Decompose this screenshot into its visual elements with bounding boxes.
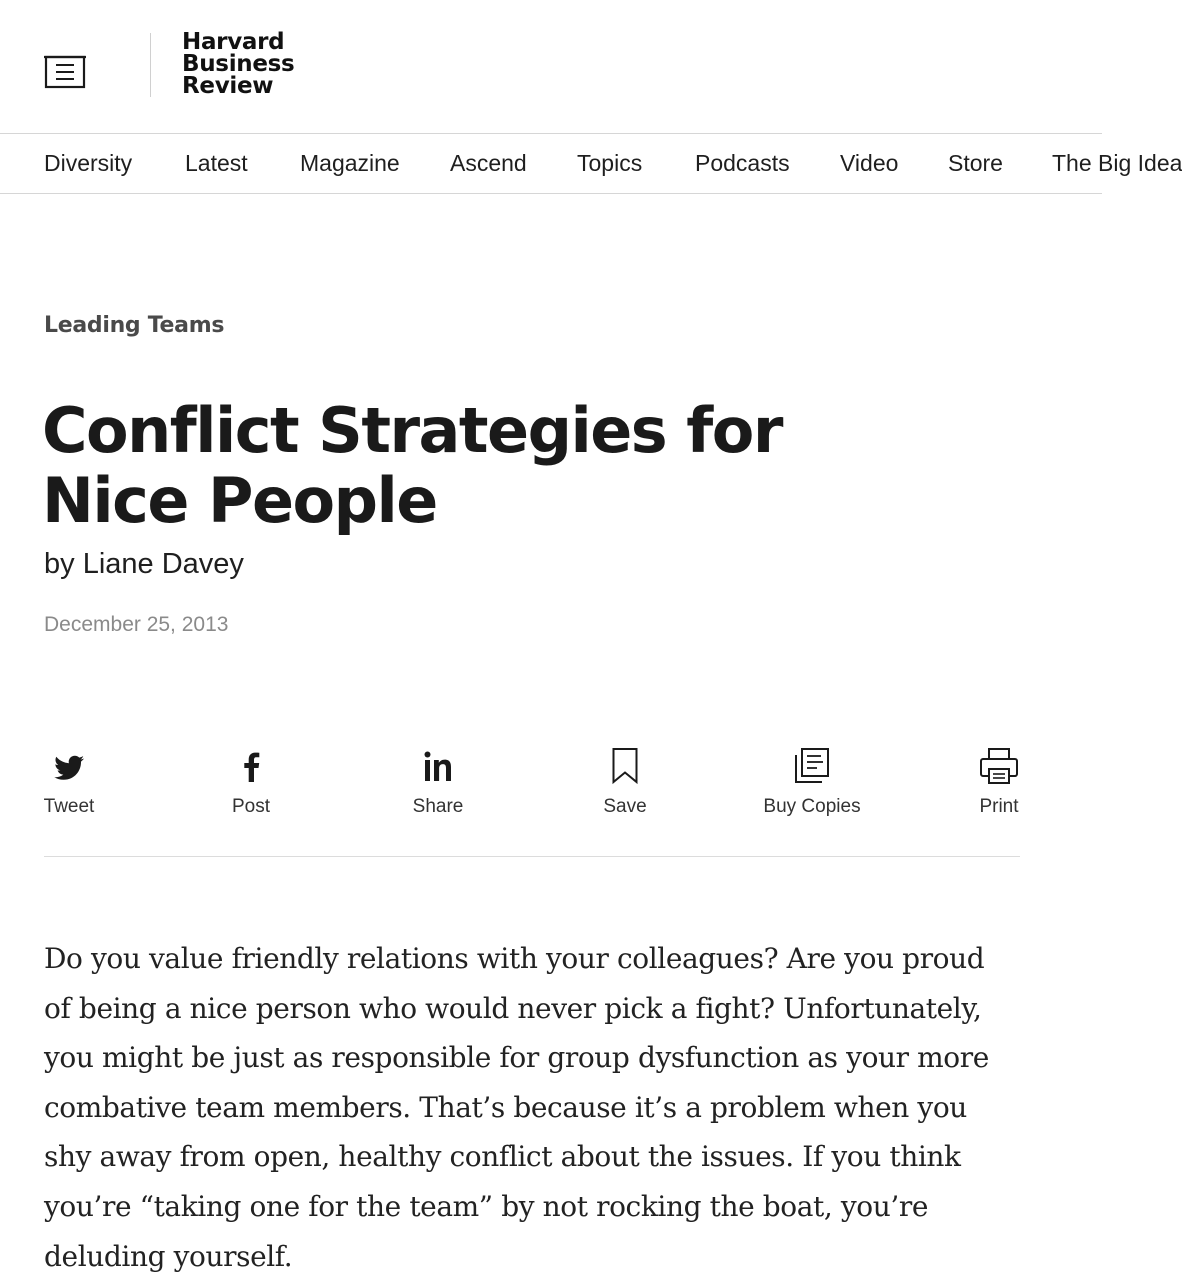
bookmark-icon [611,746,639,786]
twitter-icon [52,746,86,786]
save-label: Save [603,796,647,817]
nav-item-latest[interactable]: Latest [185,150,248,176]
print-button[interactable] [929,746,1069,818]
buy-copies-label: Buy Copies [763,796,861,817]
nav-item-magazine[interactable]: Magazine [300,150,400,176]
logo-line-2: Business [182,51,295,77]
share-toolbar [44,746,1020,857]
logo-line-1: Harvard [182,29,285,55]
post-label: Post [231,796,271,817]
publish-date: December 25, 2013 [44,613,229,636]
nav-item-diversity[interactable]: Diversity [44,150,133,176]
author-link[interactable]: Liane Davey [82,548,244,580]
menu-button[interactable] [44,56,86,88]
byline [44,548,244,581]
article-body-paragraph: Do you value friendly relations with your colleagues? Are you proud of being a nice person who would never pick a fight? Unfortunately, you might be just as responsible for group dysfunction as your more combative team members. That’s because it’s a problem when you shy away from open, healthy conflict about the issues. If you think you’re “taking one for the team” by not rocking the boat, you’re deluding yourself. [44,942,989,1273]
nav-item-podcasts[interactable]: Podcasts [695,150,790,176]
byline-prefix: by [44,548,75,580]
nav-item-store[interactable]: Store [948,150,1003,176]
main-nav [0,134,1182,194]
tweet-label: Tweet [43,796,95,817]
menu-icon [44,56,86,88]
nav-item-topics[interactable]: Topics [577,150,643,176]
header-divider [150,33,151,97]
tweet-button[interactable] [0,746,139,818]
buy-copies-button[interactable] [742,746,882,818]
post-button[interactable] [181,746,321,818]
share-button[interactable] [368,746,508,818]
share-label: Share [412,796,464,817]
linkedin-icon [423,746,453,786]
site-header [0,0,1102,134]
logo-line-3: Review [182,73,274,99]
topic-kicker[interactable]: Leading Teams [44,313,225,338]
printer-icon [979,746,1019,786]
hbr-logo[interactable] [182,31,294,97]
save-button[interactable] [555,746,695,818]
nav-item-ascend[interactable]: Ascend [450,150,527,176]
copies-icon [793,746,831,786]
nav-item-the-big-idea[interactable]: The Big Idea [1052,150,1182,176]
print-label: Print [979,796,1019,817]
facebook-icon [240,746,262,786]
nav-item-video[interactable]: Video [840,150,899,176]
article-title: Conflict Strategies for Nice People [42,394,782,537]
